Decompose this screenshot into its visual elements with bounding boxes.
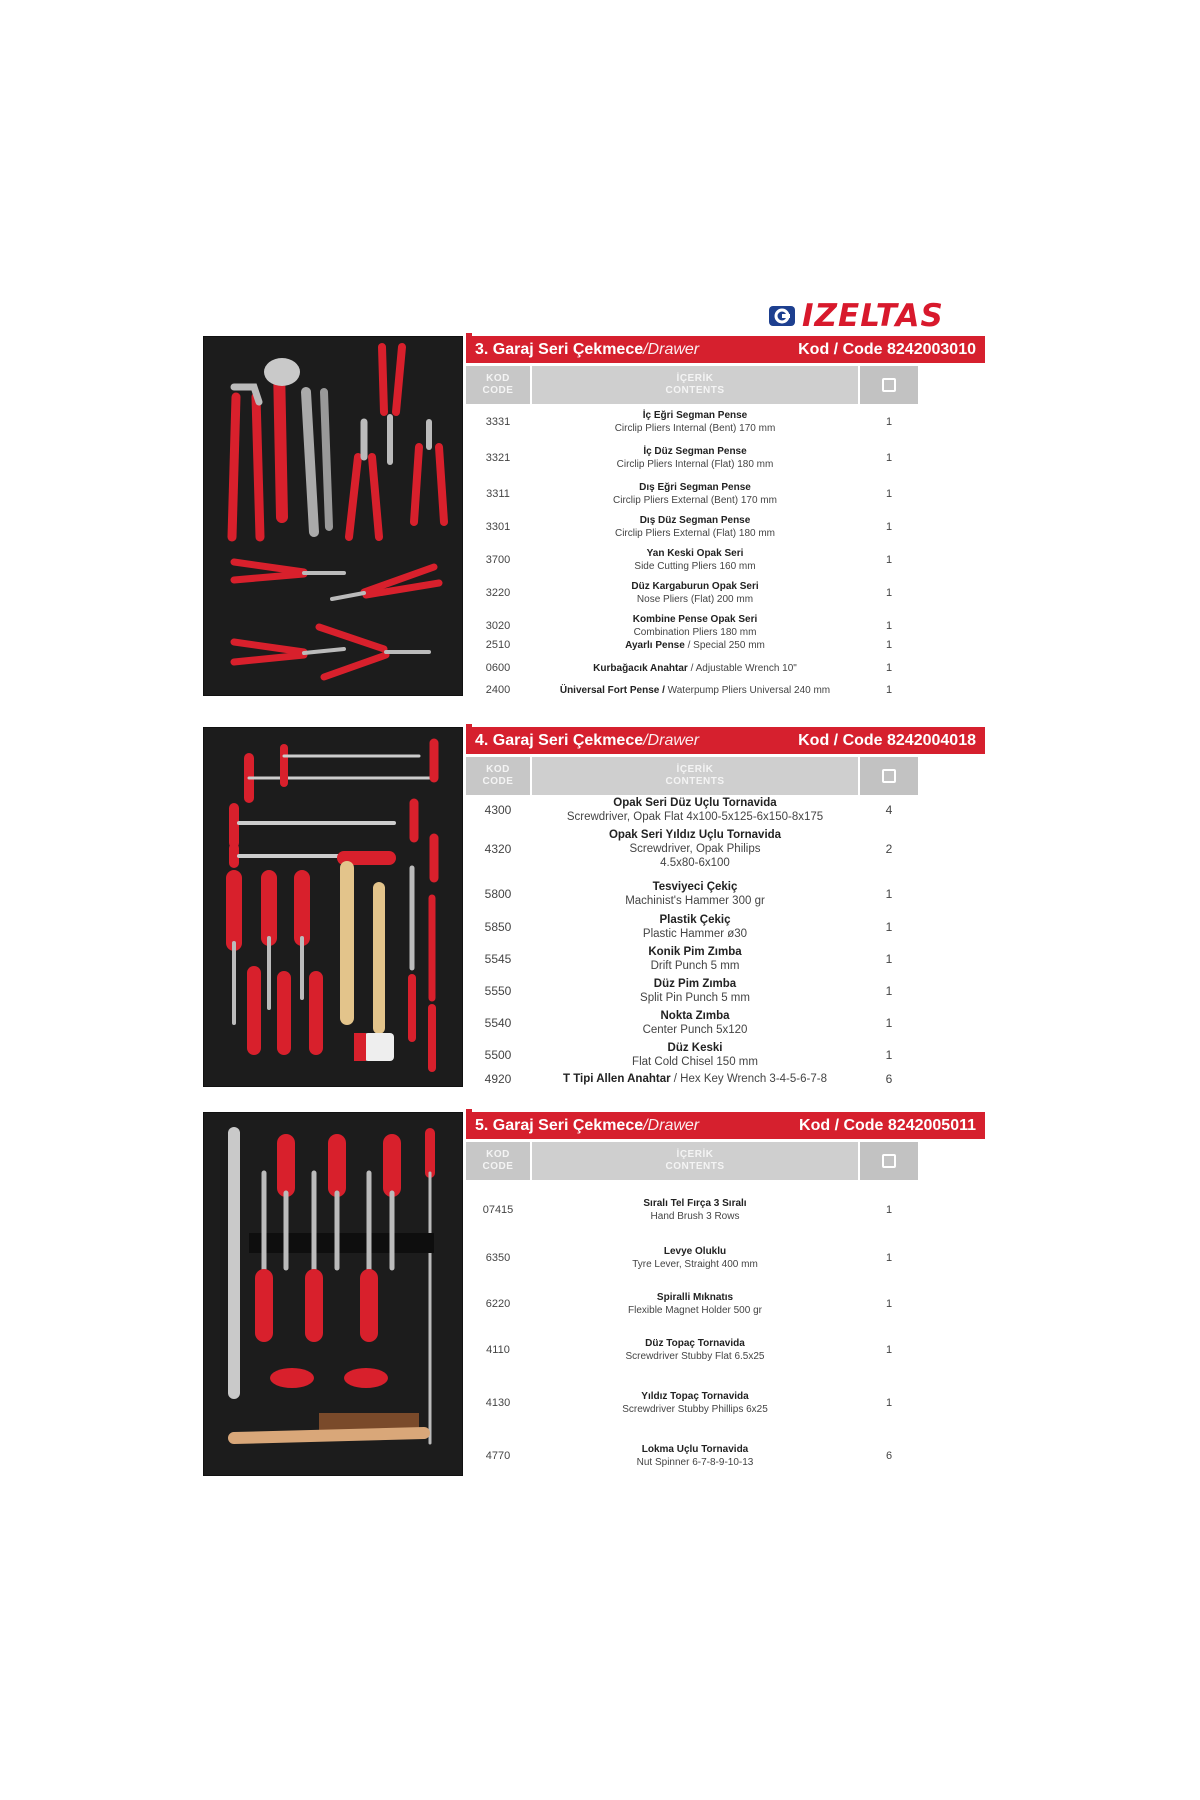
item-contents xyxy=(530,1443,860,1469)
item-qty: 1 xyxy=(885,620,893,632)
item-name-tr: Dış Eğri Segman Pense xyxy=(639,482,751,493)
item-contents xyxy=(530,1072,860,1086)
item-contents xyxy=(530,913,860,941)
table-row xyxy=(466,827,918,871)
item-name-tr: Dış Düz Segman Pense xyxy=(639,515,751,526)
item-name-tr: Nokta Zımba xyxy=(660,1010,730,1022)
table-row xyxy=(466,795,918,825)
item-contents xyxy=(530,514,860,540)
item-contents xyxy=(530,481,860,507)
item-name-en: Hand Brush 3 Rows xyxy=(650,1211,740,1222)
item-name-tr: Plastik Çekiç xyxy=(659,914,731,926)
table-row xyxy=(466,634,918,656)
drawer-5-title-tr: 5. Garaj Seri Çekmece xyxy=(475,1116,644,1134)
table-row xyxy=(466,479,918,509)
item-qty: 1 xyxy=(885,920,893,934)
item-name-en: Flexible Magnet Holder 500 gr xyxy=(628,1305,762,1316)
table-row xyxy=(466,1068,918,1090)
table-row xyxy=(466,1289,918,1319)
item-name-tr: Tesviyeci Çekiç xyxy=(652,881,738,893)
box-icon xyxy=(882,769,896,783)
drawer-4-title-en: /Drawer xyxy=(643,731,700,749)
item-qty: 1 xyxy=(885,1397,893,1409)
header-code-tr: KOD xyxy=(486,764,510,775)
header-code-tr: KOD xyxy=(486,373,510,384)
table-row xyxy=(466,1441,918,1471)
drawer-5-panel xyxy=(466,1112,985,1468)
item-contents xyxy=(530,580,860,606)
item-name-tr: Spiralli Mıknatıs xyxy=(656,1292,734,1303)
item-code: 4130 xyxy=(485,1397,511,1409)
table-row xyxy=(466,944,918,974)
item-code: 5500 xyxy=(484,1048,512,1062)
item-name-tr: Levye Oluklu xyxy=(663,1246,727,1257)
item-qty: 1 xyxy=(885,554,893,566)
item-qty: 1 xyxy=(885,1048,893,1062)
item-contents xyxy=(530,684,860,697)
item-qty: 1 xyxy=(885,984,893,998)
table-row xyxy=(466,1388,918,1418)
item-qty: 1 xyxy=(885,684,893,696)
item-code: 5545 xyxy=(484,952,512,966)
item-code: 4770 xyxy=(485,1450,511,1462)
item-contents xyxy=(530,1245,860,1271)
item-code: 6350 xyxy=(485,1252,511,1264)
table-row xyxy=(466,1243,918,1273)
item-qty: 1 xyxy=(885,1204,893,1216)
brand-logo xyxy=(768,298,984,334)
item-name-en: Waterpump Pliers Universal 240 mm xyxy=(667,684,831,696)
item-name-en: Screwdriver, Opak Philips 4.5x80-6x100 xyxy=(629,843,761,869)
drawer-3-title xyxy=(475,341,699,359)
item-contents xyxy=(530,409,860,435)
item-qty: 1 xyxy=(885,488,893,500)
item-name-tr: Düz Pim Zımba xyxy=(653,978,737,990)
drawer-3-title-tr: 3. Garaj Seri Çekmece xyxy=(475,340,644,358)
table-row xyxy=(466,512,918,542)
item-qty: 4 xyxy=(885,803,893,817)
item-qty: 1 xyxy=(885,416,893,428)
header-contents-tr: İÇERİK xyxy=(676,764,714,775)
item-qty: 1 xyxy=(885,1252,893,1264)
drawer-5-banner xyxy=(466,1112,985,1139)
drawer-4-title xyxy=(475,732,699,750)
item-name-en: Screwdriver Stubby Phillips 6x25 xyxy=(622,1404,768,1415)
item-code: 5850 xyxy=(484,920,512,934)
item-qty: 1 xyxy=(885,1298,893,1310)
drawer-4-title-tr: 4. Garaj Seri Çekmece xyxy=(475,731,644,749)
drawer-5-title xyxy=(475,1117,699,1135)
header-code xyxy=(466,757,530,795)
item-name-tr: Sıralı Tel Fırça 3 Sıralı xyxy=(643,1198,747,1209)
item-contents xyxy=(530,1041,860,1069)
item-contents xyxy=(530,1337,860,1363)
item-name-en: Circlip Pliers Internal (Flat) 180 mm xyxy=(616,459,774,470)
item-code: 3220 xyxy=(485,587,511,599)
table-row xyxy=(466,578,918,608)
item-code: 3311 xyxy=(486,488,510,500)
header-contents-en: CONTENTS xyxy=(665,776,725,787)
item-name-en: Screwdriver Stubby Flat 6.5x25 xyxy=(625,1351,765,1362)
item-name-en: Screwdriver, Opak Flat 4x100-5x125-6x150-8x175 xyxy=(566,811,824,823)
table-row xyxy=(466,912,918,942)
drawer-5-code: Kod / Code 8242005011 xyxy=(799,1116,976,1134)
item-code: 4320 xyxy=(484,842,512,856)
item-code: 07415 xyxy=(482,1204,514,1216)
brand-name: IZELTAS xyxy=(802,298,944,334)
item-contents xyxy=(530,639,860,652)
item-code: 2400 xyxy=(485,684,511,696)
item-name-tr: Düz Keski xyxy=(667,1042,723,1054)
item-qty: 1 xyxy=(885,1344,893,1356)
header-code-en: CODE xyxy=(482,1161,514,1172)
item-contents xyxy=(530,796,860,824)
item-code: 3700 xyxy=(485,554,511,566)
table-header xyxy=(466,1142,918,1180)
item-qty: 1 xyxy=(885,587,893,599)
item-name-tr: Kombine Pense Opak Seri xyxy=(632,614,758,625)
item-qty: 6 xyxy=(885,1450,893,1462)
table-row xyxy=(466,1040,918,1070)
item-name-tr: Opak Seri Düz Uçlu Tornavida xyxy=(613,797,777,809)
table-row xyxy=(466,545,918,575)
item-name-en: Center Punch 5x120 xyxy=(642,1024,748,1036)
item-name-en: Drift Punch 5 mm xyxy=(650,960,740,972)
item-name-tr: Düz Kargaburun Opak Seri xyxy=(631,581,759,592)
item-qty: 2 xyxy=(885,842,893,856)
item-name-en: Circlip Pliers External (Flat) 180 mm xyxy=(614,528,776,539)
item-name-en: Nose Pliers (Flat) 200 mm xyxy=(636,594,754,605)
item-qty: 1 xyxy=(885,521,893,533)
item-qty: 1 xyxy=(885,1016,893,1030)
drawer-4-panel xyxy=(466,727,985,1086)
item-code: 0600 xyxy=(485,662,511,674)
table-row xyxy=(466,679,918,701)
item-name-tr: Ayarlı Pense xyxy=(625,639,685,651)
item-contents xyxy=(530,1390,860,1416)
item-code: 5540 xyxy=(484,1016,512,1030)
header-contents-tr: İÇERİK xyxy=(676,1149,714,1160)
item-qty: 1 xyxy=(885,952,893,966)
item-contents xyxy=(530,828,860,870)
item-contents xyxy=(530,445,860,471)
item-separator: / xyxy=(670,1073,681,1085)
logo-emblem-icon xyxy=(768,303,796,329)
item-name-en: Plastic Hammer ø30 xyxy=(642,928,748,940)
item-name-en: Side Cutting Pliers 160 mm xyxy=(634,561,756,572)
item-name-tr: Konik Pim Zımba xyxy=(648,946,742,958)
item-name-tr: T Tipi Allen Anahtar xyxy=(563,1073,671,1085)
header-contents-en: CONTENTS xyxy=(665,1161,725,1172)
item-name-en: Hex Key Wrench 3-4-5-6-7-8 xyxy=(680,1073,827,1085)
item-contents xyxy=(530,662,860,675)
table-row xyxy=(466,407,918,437)
header-contents-tr: İÇERİK xyxy=(676,373,714,384)
item-separator: / xyxy=(684,639,694,651)
item-code: 3321 xyxy=(485,452,511,464)
item-qty: 6 xyxy=(885,1072,893,1086)
item-name-tr: Kurbağacık Anahtar xyxy=(593,662,688,674)
item-qty: 1 xyxy=(885,452,893,464)
header-contents xyxy=(530,757,860,795)
drawer-5-title-en: /Drawer xyxy=(643,1116,700,1134)
item-code: 3020 xyxy=(485,620,511,632)
item-qty: 1 xyxy=(885,639,893,651)
item-name-tr: Opak Seri Yıldız Uçlu Tornavida xyxy=(608,829,782,841)
drawer-3-photo xyxy=(203,336,463,696)
item-code: 6220 xyxy=(485,1298,511,1310)
table-row xyxy=(466,443,918,473)
item-code: 4300 xyxy=(484,803,512,817)
drawer-4-code: Kod / Code 8242004018 xyxy=(798,731,976,749)
item-contents xyxy=(530,1197,860,1223)
header-qty xyxy=(860,1142,918,1180)
item-code: 4110 xyxy=(486,1344,510,1356)
header-contents xyxy=(530,366,860,404)
table-header xyxy=(466,366,918,404)
header-code-en: CODE xyxy=(482,776,514,787)
item-code: 5550 xyxy=(484,984,512,998)
item-name-en: Special 250 mm xyxy=(693,639,765,651)
item-contents xyxy=(530,1291,860,1317)
item-name-en: Circlip Pliers Internal (Bent) 170 mm xyxy=(614,423,776,434)
drawer-3-banner xyxy=(466,336,985,363)
item-code: 5800 xyxy=(484,887,512,901)
item-code: 2510 xyxy=(485,639,511,651)
header-qty xyxy=(860,366,918,404)
item-name-tr: İç Düz Segman Pense xyxy=(643,446,747,457)
item-name-en: Nut Spinner 6-7-8-9-10-13 xyxy=(636,1457,754,1468)
table-row xyxy=(466,1335,918,1365)
item-contents xyxy=(530,977,860,1005)
item-separator: / xyxy=(687,662,696,674)
table-row xyxy=(466,657,918,679)
item-contents xyxy=(530,547,860,573)
item-name-tr: Lokma Uçlu Tornavida xyxy=(641,1444,749,1455)
item-name-tr: Yan Keski Opak Seri xyxy=(646,548,744,559)
item-name-tr: İç Eğri Segman Pense xyxy=(642,410,748,421)
item-name-tr: Üniversal Fort Pense / xyxy=(559,684,665,696)
box-icon xyxy=(882,378,896,392)
item-name-en: Adjustable Wrench 10" xyxy=(695,662,797,674)
item-qty: 1 xyxy=(885,887,893,901)
header-code xyxy=(466,1142,530,1180)
item-qty: 1 xyxy=(885,662,893,674)
header-qty xyxy=(860,757,918,795)
drawer-4-photo xyxy=(203,727,463,1087)
drawer-5-photo xyxy=(203,1112,463,1476)
item-name-en: Flat Cold Chisel 150 mm xyxy=(632,1056,758,1068)
table-row xyxy=(466,879,918,909)
box-icon xyxy=(882,1154,896,1168)
header-contents xyxy=(530,1142,860,1180)
item-name-en: Machinist's Hammer 300 gr xyxy=(625,895,765,907)
table-row xyxy=(466,976,918,1006)
item-code: 4920 xyxy=(484,1072,512,1086)
item-code: 3301 xyxy=(485,521,511,533)
item-name-en: Tyre Lever, Straight 400 mm xyxy=(632,1259,758,1270)
item-contents xyxy=(530,880,860,908)
item-name-en: Split Pin Punch 5 mm xyxy=(640,992,750,1004)
item-name-tr: Yıldız Topaç Tornavida xyxy=(641,1391,749,1402)
item-contents xyxy=(530,1009,860,1037)
item-name-tr: Düz Topaç Tornavida xyxy=(645,1338,745,1349)
item-code: 3331 xyxy=(485,416,511,428)
table-row xyxy=(466,1008,918,1038)
drawer-4-banner xyxy=(466,727,985,754)
table-header xyxy=(466,757,918,795)
table-row xyxy=(466,1195,918,1225)
item-contents xyxy=(530,945,860,973)
header-code-tr: KOD xyxy=(486,1149,510,1160)
drawer-3-code: Kod / Code 8242003010 xyxy=(798,340,976,358)
drawer-3-panel xyxy=(466,336,985,696)
header-contents-en: CONTENTS xyxy=(665,385,725,396)
header-code xyxy=(466,366,530,404)
drawer-3-title-en: /Drawer xyxy=(643,340,700,358)
header-code-en: CODE xyxy=(482,385,514,396)
item-name-en: Combination Pliers 180 mm xyxy=(633,627,757,638)
item-name-en: Circlip Pliers External (Bent) 170 mm xyxy=(613,495,777,506)
